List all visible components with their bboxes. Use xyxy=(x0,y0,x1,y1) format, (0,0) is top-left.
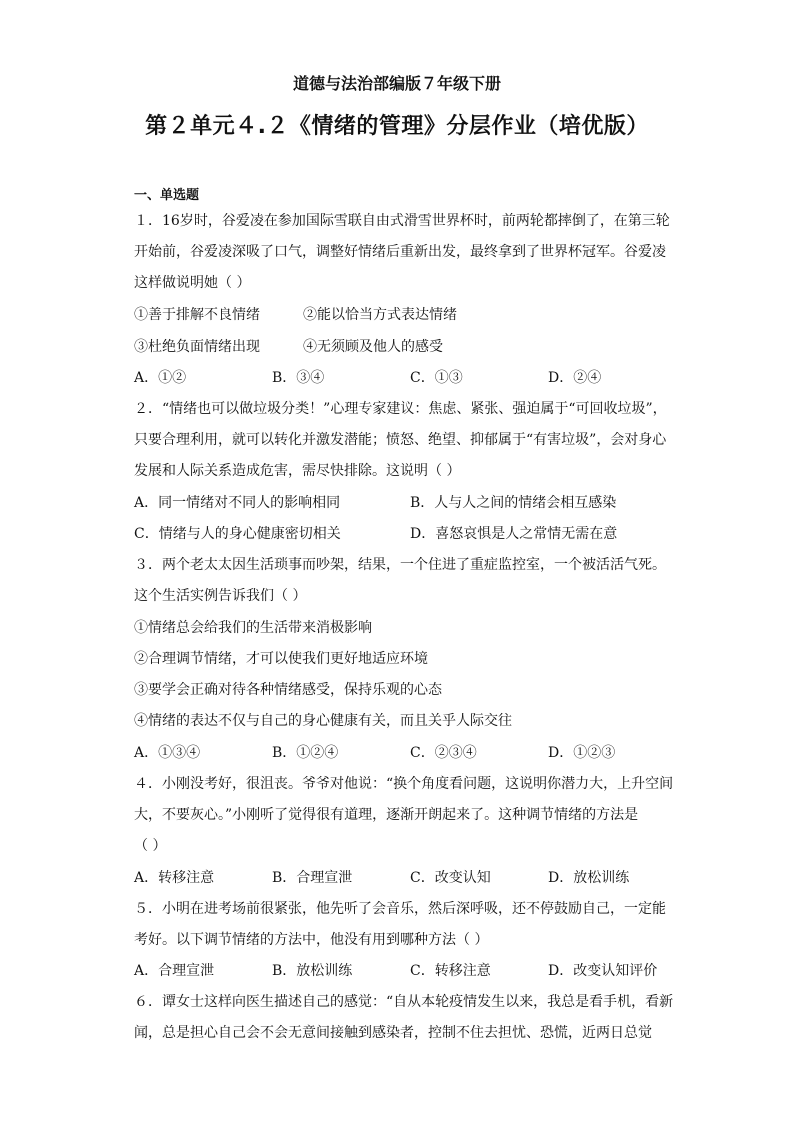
q6-stem-line: ６．谭女士这样向医生描述自己的感觉：“自从本轮疫情发生以来，我总是看手机，看新 xyxy=(134,994,674,1010)
q4-option-c: C．改变认知 xyxy=(410,870,491,886)
document-subtitle: 道德与法治部编版７年级下册 xyxy=(292,74,501,93)
q2-option-c: C．情绪与人的身心健康密切相关 xyxy=(134,526,341,542)
q5-stem-line: 考好。以下调节情绪的方法中，他没有用到哪种方法（ ） xyxy=(134,932,489,948)
q3-option-d: D．①②③ xyxy=(548,745,616,761)
q1-option-d: D．②④ xyxy=(548,370,602,386)
q1-stem-line: 这样做说明她（ ） xyxy=(134,275,251,291)
q5-option-d: D．改变认知评价 xyxy=(548,963,658,979)
q1-item: ④无须顾及他人的感受 xyxy=(303,339,443,355)
q3-item: ③要学会正确对待各种情绪感受，保持乐观的心态 xyxy=(134,682,442,698)
q2-stem-line: 发展和人际关系造成危害，需尽快排除。这说明（ ） xyxy=(134,463,461,479)
q2-stem-line: 只要合理利用，就可以转化并激发潜能；愤怒、绝望、抑郁属于“有害垃圾”，会对身心 xyxy=(134,432,667,448)
q5-option-c: C．转移注意 xyxy=(410,963,491,979)
q2-option-d: D．喜怒哀惧是人之常情无需在意 xyxy=(410,526,618,542)
q5-stem-line: ５．小明在进考场前很紧张，他先听了会音乐，然后深呼吸，还不停鼓励自己，一定能 xyxy=(134,901,666,917)
q2-option-b: B．人与人之间的情绪会相互感染 xyxy=(410,495,617,511)
q1-option-b: B．③④ xyxy=(272,370,325,386)
q1-item: ②能以恰当方式表达情绪 xyxy=(303,307,457,323)
q1-stem-line: １．16岁时，谷爱凌在参加国际雪联自由式滑雪世界杯时，前两轮都摔倒了，在第三轮 xyxy=(134,213,670,229)
q4-option-b: B．合理宣泄 xyxy=(272,870,353,886)
q3-option-c: C．②③④ xyxy=(410,745,477,761)
q1-stem-line: 开始前，谷爱凌深吸了口气，调整好情绪后重新出发，最终拿到了世界杯冠军。谷爱凌 xyxy=(134,244,666,260)
q4-stem-line: （ ） xyxy=(134,838,167,854)
q1-item: ③杜绝负面情绪出现 xyxy=(134,339,260,355)
q2-stem-line: ２．“情绪也可以做垃圾分类！”心理专家建议：焦虑、紧张、强迫属于“可回收垃圾”， xyxy=(134,401,667,417)
q3-option-b: B．①②④ xyxy=(272,745,339,761)
q3-option-a: A．①③④ xyxy=(134,745,201,761)
q4-stem-line: ４．小刚没考好，很沮丧。爷爷对他说：“换个角度看问题，这说明你潜力大，上升空间 xyxy=(134,776,674,792)
q3-item: ①情绪总会给我们的生活带来消极影响 xyxy=(134,620,372,636)
q4-option-a: A．转移注意 xyxy=(134,870,215,886)
q3-stem-line: ３．两个老太太因生活琐事而吵架，结果，一个住进了重症监控室，一个被活活气死。 xyxy=(134,557,666,573)
q3-item: ②合理调节情绪，才可以使我们更好地适应环境 xyxy=(134,651,428,667)
section-heading: 一、单选题 xyxy=(134,188,200,203)
q3-stem-line: 这个生活实例告诉我们（ ） xyxy=(134,588,307,604)
q1-item: ①善于排解不良情绪 xyxy=(134,307,260,323)
q3-item: ④情绪的表达不仅与自己的身心健康有关，而且关乎人际交往 xyxy=(134,713,512,729)
q1-option-c: C．①③ xyxy=(410,370,463,386)
q4-option-d: D．放松训练 xyxy=(548,870,630,886)
q5-option-a: A．合理宣泄 xyxy=(134,963,215,979)
q4-stem-line: 大，不要灰心。”小刚听了觉得很有道理，逐渐开朗起来了。这种调节情绪的方法是 xyxy=(134,807,639,823)
q1-option-a: A．①② xyxy=(134,370,187,386)
document-title: 第２单元４.２《情绪的管理》分层作业（培优版） xyxy=(145,114,649,139)
q2-option-a: A．同一情绪对不同人的影响相同 xyxy=(134,495,341,511)
q6-stem-line: 闻，总是担心自己会不会无意间接触到感染者，控制不住去担忧、恐慌，近两日总觉 xyxy=(134,1025,652,1041)
q5-option-b: B．放松训练 xyxy=(272,963,353,979)
